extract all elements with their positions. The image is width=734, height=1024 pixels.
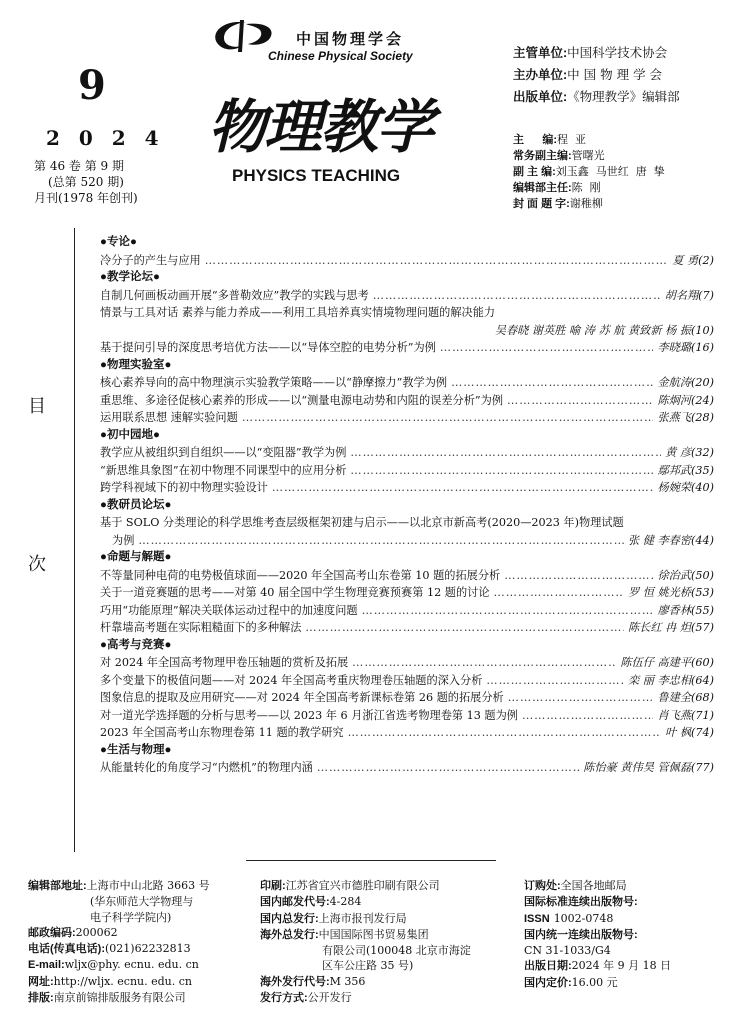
toc-entry-author: 栾 丽 李忠相(64) (627, 673, 714, 687)
toc-entry (100, 479, 714, 497)
toc-entry-author: 廖香林(55) (657, 603, 714, 617)
toc-entry-title: 为例 (112, 533, 135, 547)
footer-key: 出版日期: (524, 960, 572, 973)
editor-row (513, 164, 665, 180)
journal-title-cn: 物理教学 (208, 93, 433, 161)
editor-key: 副 主 编: (513, 166, 556, 178)
toc-entry (100, 654, 714, 672)
toc-entry-title: 从能量转化的角度学习“内燃机”的物理内涵 (100, 761, 313, 774)
footer-row (28, 878, 258, 894)
toc-entry-author: 鄢邦武(35) (657, 463, 714, 477)
footer-row (260, 911, 518, 927)
editor-row (513, 196, 665, 212)
footer-value: (021)62232813 (105, 942, 191, 956)
footer-row (260, 990, 518, 1006)
toc-entry-title: 图象信息的提取及应用研究——对 2024 年全国高考新课标卷第 26 题的拓展分析 (100, 691, 504, 704)
footer-row (260, 878, 518, 894)
editor-key: 常务副主编: (513, 150, 572, 162)
toc-entry (100, 759, 714, 777)
footer-row (524, 958, 724, 974)
publisher-key: 出版单位: (513, 90, 568, 104)
footer-row (28, 894, 258, 909)
toc-leader-dots (507, 392, 653, 410)
editor-info (513, 132, 665, 212)
toc-entry-title: 自制几何画板动画开展“多普勒效应”教学的实践与思考 (100, 288, 369, 302)
footer-row (28, 925, 258, 941)
footer-key: 国际标准连续出版物号: (524, 896, 638, 909)
issue-meta (34, 158, 138, 206)
publisher-row (513, 86, 680, 108)
toc-entry-title: “新思维具象图”在初中物理不同课型中的应用分析 (100, 463, 347, 477)
toc-entry-author: 罗 恒 姚光桥(53) (627, 586, 714, 599)
editor-value: 管曙光 (571, 149, 605, 162)
footer-value: http://wljx. ecnu. edu. cn (53, 974, 193, 988)
toc-entry (100, 287, 714, 305)
toc-section-heading: ●生活与物理● (100, 743, 172, 756)
editor-row (513, 180, 665, 196)
toc-entry (100, 339, 714, 357)
toc-entry-author: 金航涛(20) (657, 376, 714, 389)
toc-entry-title: 核心素养导向的高中物理演示实验教学策略——以“静摩擦力”教学为例 (100, 376, 448, 389)
footer-row (28, 941, 258, 957)
total-issue-line: (总第 520 期) (48, 175, 124, 189)
toc-leader-dots (352, 654, 616, 672)
footer-key: 排版: (28, 992, 54, 1005)
toc-leader-dots (350, 462, 653, 480)
footer-value: CN 31-1033/G4 (524, 944, 611, 958)
toc-leader-dots (494, 584, 624, 602)
toc-entry-author: 胡名翔(7) (664, 288, 714, 302)
toc-entry-title: 跨学科视域下的初中物理实验设计 (100, 481, 268, 494)
toc-entry (100, 689, 714, 707)
toc-entry (100, 724, 714, 742)
toc-entry-title: 基于 SOLO 分类理论的科学思维考查层级框架初建与启示——以北京市新高考(2020—2023 年)物理试题 (100, 516, 624, 529)
toc-leader-dots (362, 602, 654, 620)
toc-section-heading: ●初中园地● (100, 428, 160, 441)
toc-entry (100, 602, 714, 620)
footer-row (524, 911, 724, 927)
footer-key: 邮政编码: (28, 926, 76, 939)
toc-entry-title: 不等量同种电荷的电势极值球面——2020 年全国高考山东卷第 10 题的拓展分析 (100, 568, 501, 582)
toc-side-char-top: 目 (28, 396, 46, 416)
footer-value: 南京前锦排版服务有限公司 (53, 991, 186, 1005)
toc-section-heading: ●命题与解题● (100, 551, 172, 563)
footer-key: 海外总发行: (260, 928, 319, 941)
footer-key: 发行方式: (260, 992, 308, 1005)
publisher-row (513, 64, 680, 86)
toc-entry-title: 巧用“功能原理”解决关联体运动过程中的加速度问题 (100, 603, 358, 617)
toc-section-heading: ●教研员论坛● (100, 498, 172, 511)
toc-leader-dots (373, 287, 661, 305)
footer-row (260, 958, 518, 973)
toc-entry-author: 陈炯河(24) (657, 393, 714, 407)
journal-title-en: PHYSICS TEACHING (232, 166, 401, 185)
issue-number: 9 (78, 62, 106, 109)
toc-entry-author: 肖飞燕(71) (657, 708, 714, 722)
issue-year: 2 0 2 4 (46, 126, 165, 150)
table-of-contents (100, 234, 714, 777)
toc-entry-title: 基于提问引导的深度思考培优方法——以“导体空腔的电势分析”为例 (100, 341, 436, 354)
divider (246, 860, 496, 861)
toc-leader-dots (205, 252, 669, 270)
footer-value: wljx@phy. ecnu. edu. cn (64, 958, 199, 972)
editor-row (513, 148, 665, 164)
toc-entry-title: 教学应从被组织到自组织——以“变阻器”教学为例 (100, 446, 347, 459)
footer-row (524, 943, 724, 958)
toc-entry (100, 252, 714, 270)
toc-entry-author: 杨婉荣(40) (657, 481, 714, 494)
editor-value: 陈 刚 (571, 181, 601, 194)
footer-col-1 (28, 878, 258, 1006)
frequency-line: 月刊(1978 年创刊) (34, 191, 138, 205)
toc-entry (100, 567, 714, 585)
toc-section-heading: ●高考与竞赛● (100, 638, 172, 651)
footer-key: 国内统一连续出版物号: (524, 928, 638, 941)
footer-value: 有限公司(100048 北京市海淀 (322, 944, 471, 958)
publisher-value: 《物理教学》编辑部 (567, 89, 680, 104)
toc-entry-author: 鲁建全(68) (657, 691, 714, 704)
society-name-en: Chinese Physical Society (268, 49, 413, 63)
footer-row (524, 975, 724, 991)
toc-leader-dots (317, 759, 579, 777)
toc-entry-author: 叶 枫(74) (665, 726, 714, 739)
publisher-value: 中国科学技术协会 (567, 45, 668, 60)
footer-value: 区车公庄路 35 号) (322, 959, 414, 973)
toc-entry-title: 杆靠墙高考题在实际粗糙面下的多种解法 (100, 621, 302, 634)
publisher-info (513, 42, 680, 108)
toc-leader-dots (350, 444, 661, 462)
editor-value: 谢稚柳 (569, 197, 603, 210)
toc-leader-dots (451, 374, 653, 392)
toc-entry-author: 李晓璐(16) (657, 341, 714, 354)
editor-key: 封 面 题 字: (513, 198, 570, 210)
toc-entry (100, 514, 714, 532)
footer-value: M 356 (329, 974, 366, 988)
toc-leader-dots (138, 532, 624, 550)
editor-row (513, 132, 665, 148)
toc-entry-author: 夏 勇(2) (672, 253, 714, 267)
footer-value: 中国国际图书贸易集团 (318, 927, 429, 941)
footer-row (260, 974, 518, 990)
footer-key: 印刷: (260, 880, 286, 892)
footer-key: 电话(传真电话): (28, 943, 105, 956)
footer-value: 江苏省宜兴市德胜印刷有限公司 (285, 879, 440, 892)
footer-key: 网址: (28, 975, 54, 988)
toc-entry (100, 392, 714, 410)
footer-value: 公开发行 (307, 991, 352, 1005)
toc-entry (100, 619, 714, 637)
toc-entry-author: 张 健 李春密(44) (627, 533, 714, 547)
society-name-cn: 中国物理学会 (296, 30, 405, 48)
footer-value: 16.00 元 (571, 975, 618, 989)
volume-line: 第 46 卷 第 9 期 (34, 159, 124, 173)
toc-entry-author: 陈怡豪 黄伟昊 管佩磊(77) (583, 761, 714, 774)
footer-key: 订购处: (524, 880, 561, 892)
publisher-row (513, 42, 680, 64)
footer-row (28, 974, 258, 990)
toc-section-heading: ●专论● (100, 236, 137, 248)
footer-value: (华东师范大学物理与 (90, 895, 194, 909)
toc-entry (100, 672, 714, 690)
toc-leader-dots (486, 672, 624, 690)
footer-row (524, 894, 724, 910)
toc-entry (100, 374, 714, 392)
toc-entry (100, 304, 714, 322)
footer-key: 编辑部地址: (28, 880, 87, 892)
footer-value: 200062 (75, 925, 118, 939)
toc-leader-dots (348, 724, 662, 742)
toc-entry-title: 对一道光学选择题的分析与思考——以 2023 年 6 月浙江省选考物理卷第 13 题为例 (100, 708, 518, 722)
toc-entry-author: 陈伍仔 高建平(60) (620, 656, 714, 669)
toc-entry (100, 462, 714, 480)
editor-key: 编辑部主任: (513, 182, 572, 194)
footer-row (524, 927, 724, 943)
footer-value: 电子科学学院内) (90, 910, 172, 924)
toc-entry-title: 对 2024 年全国高考物理甲卷压轴题的赏析及拓展 (100, 656, 349, 669)
toc-entry-author: 陈长红 冉 炟(57) (627, 621, 714, 634)
footer-key: E-mail: (28, 959, 65, 972)
footer-row (260, 943, 518, 958)
toc-leader-dots (242, 409, 654, 427)
toc-entry-title: 运用联系思想 速解实验问题 (100, 411, 238, 424)
footer-value: 2024 年 9 月 18 日 (571, 959, 672, 973)
toc-entry-author: 张燕飞(28) (657, 411, 714, 424)
footer-key: 海外发行代号: (260, 975, 330, 988)
publisher-key: 主管单位: (513, 46, 568, 60)
toc-entry (100, 444, 714, 462)
footer-value: 4-284 (329, 895, 362, 909)
toc-entry (100, 584, 714, 602)
toc-entry (100, 409, 714, 427)
footer-key: 国内总发行: (260, 912, 319, 925)
toc-section-heading: ●教学论坛● (100, 271, 160, 283)
toc-entry-title: 关于一道竞赛题的思考——对第 40 届全国中学生物理竞赛预赛第 12 题的讨论 (100, 586, 490, 599)
footer-value: 上海市中山北路 3663 号 (86, 879, 210, 892)
toc-side-char-bottom: 次 (28, 554, 46, 574)
footer-row (28, 910, 258, 925)
toc-entry-continued (100, 532, 714, 550)
footer-row (260, 894, 518, 910)
footer-value: 上海市报刊发行局 (318, 911, 407, 925)
toc-leader-dots (508, 689, 654, 707)
editor-key: 主 编: (513, 134, 557, 146)
footer-row (28, 990, 258, 1006)
toc-entry-author: 徐治武(50) (657, 568, 714, 582)
footer-key: 国内定价: (524, 976, 572, 989)
footer-col-2 (260, 878, 518, 1006)
footer-value: 1002-0748 (553, 911, 614, 925)
toc-entry-title: 情景与工具对话 素养与能力养成——利用工具培养真实情境物理问题的解决能力 (100, 306, 496, 319)
footer-row (260, 927, 518, 943)
footer-row (524, 878, 724, 894)
toc-leader-dots (504, 567, 653, 585)
publisher-value: 中 国 物 理 学 会 (567, 67, 663, 82)
toc-section-heading: ●物理实验室● (100, 358, 172, 371)
editor-value: 程 亚 (557, 133, 586, 146)
toc-leader-dots (522, 707, 653, 725)
footer-key: 国内邮发代号: (260, 896, 330, 909)
footer-row (28, 957, 258, 973)
toc-entry-author: 黄 彦(32) (665, 446, 714, 459)
toc-author-line: 吴春晓 谢英胜 喻 涛 苏 航 黄致新 杨 振(10) (494, 323, 714, 337)
toc-entry-title: 冷分子的产生与应用 (100, 253, 201, 267)
toc-leader-dots (305, 619, 624, 637)
editor-value: 刘玉鑫 马世红 唐 挚 (555, 165, 665, 178)
toc-entry (100, 707, 714, 725)
footer-key: ISSN (524, 912, 550, 925)
toc-entry-title: 重思维、多途径促核心素养的形成——以“测量电源电动势和内阻的误差分析”为例 (100, 393, 504, 407)
toc-entry-title: 多个变量下的极值问题——对 2024 年全国高考重庆物理卷压轴题的深入分析 (100, 673, 483, 687)
toc-leader-dots (440, 339, 654, 357)
publisher-key: 主办单位: (513, 68, 568, 82)
toc-entry-title: 2023 年全国高考山东物理卷第 11 题的教学研究 (100, 726, 344, 739)
footer-col-3 (524, 878, 724, 991)
toc-leader-dots (272, 479, 654, 497)
footer-value: 全国各地邮局 (560, 879, 627, 892)
